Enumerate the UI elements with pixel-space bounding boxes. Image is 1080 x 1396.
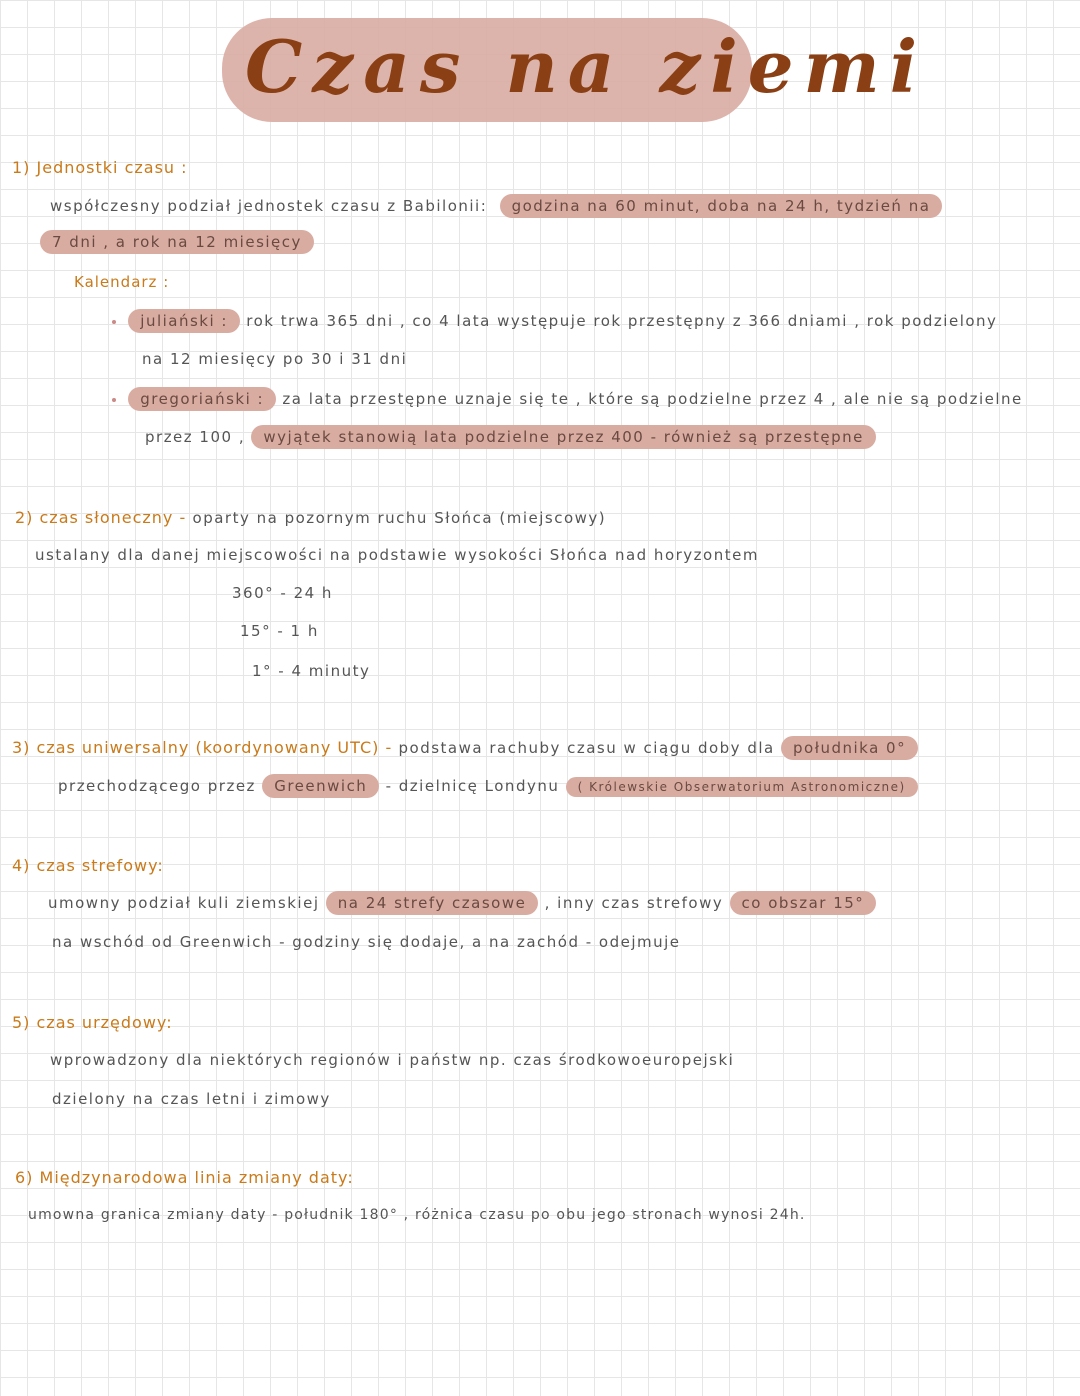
s2-heading-rest: oparty na pozornym ruchu Słońca (miejscowy) (192, 509, 607, 527)
s3-line1 (12, 738, 918, 757)
gregorian-text: za lata przestępne uznaje się te , które są podzielne przez 4 , ale nie są podzielne (282, 390, 1023, 408)
section-6-heading: 6) Międzynarodowa linia zmiany daty: (15, 1168, 354, 1187)
s4-line1-highlight2: co obszar 15° (730, 891, 877, 915)
julian-line (112, 312, 997, 330)
s3-line2-highlight2: ( Królewskie Obserwatorium Astronomiczne) (566, 777, 918, 797)
s1-line1-highlight: godzina na 60 minut, doba na 24 h, tydzień na (500, 194, 943, 218)
julian-highlight: juliański : (128, 309, 240, 333)
section-5-heading: 5) czas urzędowy: (12, 1013, 173, 1032)
s1-line2-highlight: 7 dni , a rok na 12 miesięcy (40, 230, 314, 254)
s4-line1-text: umowny podział kuli ziemskiej (48, 894, 320, 912)
bullet-icon (112, 398, 116, 402)
s2-line1: ustalany dla danej miejscowości na podstawie wysokości Słońca nad horyzontem (35, 546, 759, 564)
section-1-heading: 1) Jednostki czasu : (12, 158, 188, 177)
s4-line1 (48, 894, 876, 912)
s3-line1-text: podstawa rachuby czasu w ciągu doby dla (398, 739, 775, 757)
s3-line2-b: - dzielnicę Londynu (385, 777, 560, 795)
s3-line1-highlight: południka 0° (781, 736, 918, 760)
calendar-heading: Kalendarz : (74, 273, 170, 291)
s3-line2-a: przechodzącego przez (58, 777, 256, 795)
bullet-icon (112, 320, 116, 324)
julian-text: rok trwa 365 dni , co 4 lata występuje rok przestępny z 366 dniami , rok podzielony (246, 312, 998, 330)
s5-line1: wprowadzony dla niektórych regionów i państw np. czas środkowoeuropejski (50, 1051, 735, 1069)
s1-line1-text: współczesny podział jednostek czasu z Babilonii: (50, 197, 488, 215)
s1-line2 (40, 233, 314, 251)
gregorian-text2: przez 100 , (145, 428, 246, 446)
section-2-heading: 2) czas słoneczny - (15, 508, 187, 527)
gregorian-line2 (145, 428, 876, 446)
s2-line0 (15, 508, 606, 527)
s3-line2-highlight: Greenwich (262, 774, 379, 798)
gregorian-highlight: gregoriański : (128, 387, 276, 411)
s3-line2 (58, 777, 918, 795)
s2-equation-1: 360° - 24 h (232, 584, 333, 602)
s6-line1: umowna granica zmiany daty - południk 180° , różnica czasu po obu jego stronach wynosi 24h. (28, 1207, 806, 1223)
gregorian-highlight2: wyjątek stanowią lata podzielne przez 400 - również są przestępne (251, 425, 875, 449)
s4-line2: na wschód od Greenwich - godziny się dodaje, a na zachód - odejmuje (52, 933, 681, 951)
s2-equation-3: 1° - 4 minuty (252, 662, 371, 680)
section-4-heading: 4) czas strefowy: (12, 856, 164, 875)
section-3-heading: 3) czas uniwersalny (koordynowany UTC) - (12, 738, 393, 757)
s4-line1-highlight: na 24 strefy czasowe (326, 891, 539, 915)
gregorian-line (112, 390, 1023, 408)
s2-equation-2: 15° - 1 h (240, 622, 319, 640)
page-title: Czas na ziemi (245, 24, 928, 109)
s4-line1-mid: , inny czas strefowy (544, 894, 724, 912)
s1-line1 (50, 197, 942, 215)
julian-line2: na 12 miesięcy po 30 i 31 dni (142, 350, 408, 368)
s5-line2: dzielony na czas letni i zimowy (52, 1090, 331, 1108)
